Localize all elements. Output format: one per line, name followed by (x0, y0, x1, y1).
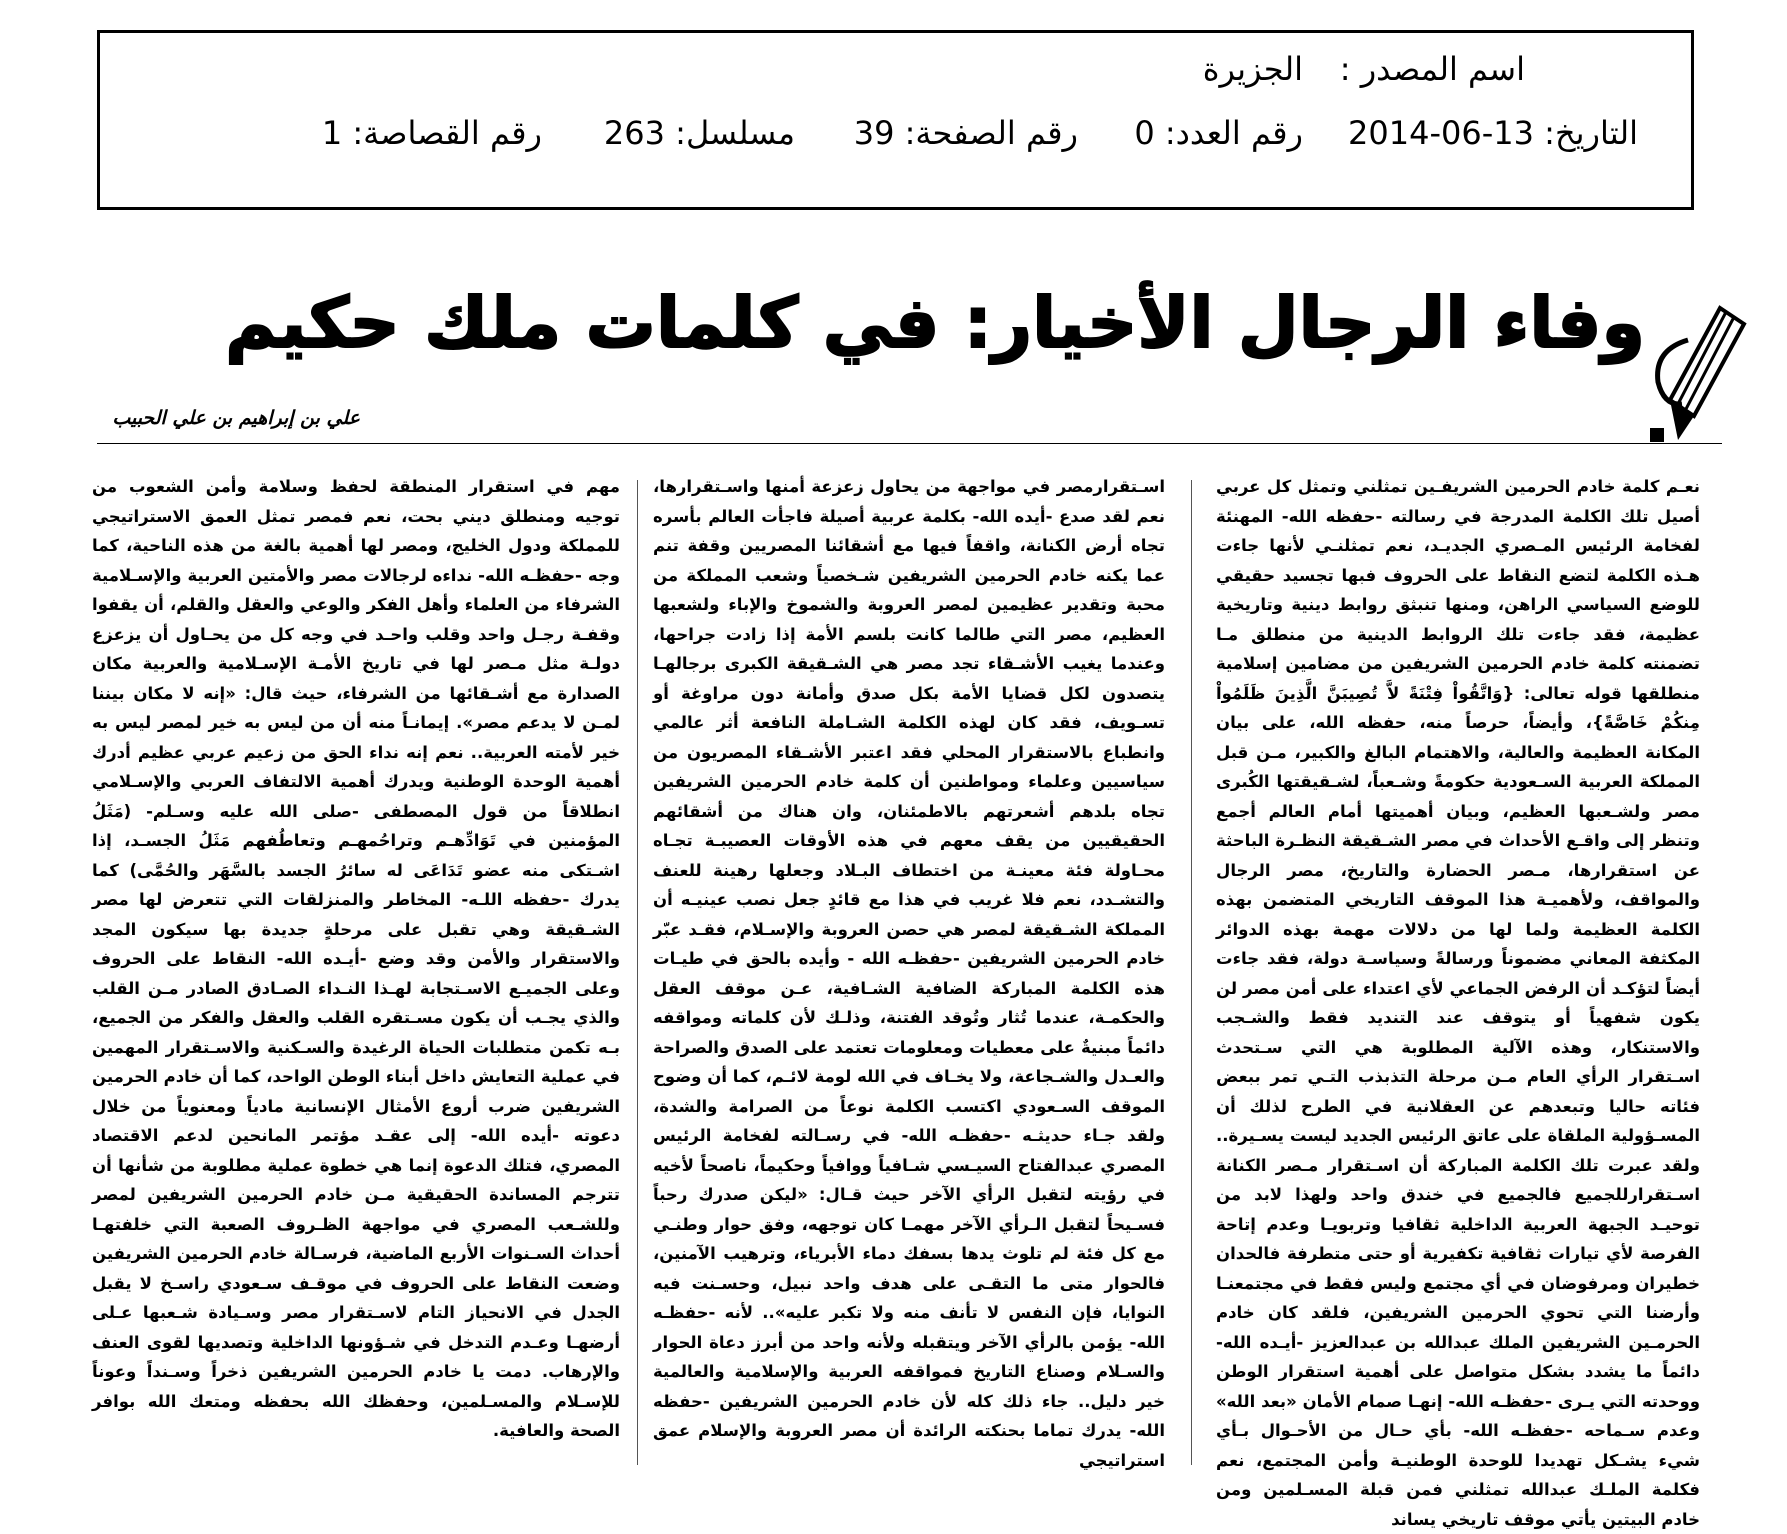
column-divider-right (1191, 480, 1192, 1465)
source-value: الجزيرة (1202, 50, 1303, 88)
title-rule (97, 443, 1722, 444)
clip-label: رقم القصاصة: 1 (321, 114, 542, 152)
source-label: اسم المصدر : (1339, 50, 1525, 88)
page-label: رقم الصفحة: 39 (853, 114, 1078, 152)
serial-label: مسلسل: 263 (603, 114, 795, 152)
column-divider-left (637, 480, 638, 1465)
article-author: علي بن إبراهيم بن علي الحبيب (112, 407, 360, 429)
date-label: التاريخ: 13-06-2014 (1348, 114, 1638, 152)
article-column-right: نعـم كلمة خادم الحرمين الشريفـين تمثلني وتمثل كل عربي أصيل تلك الكلمة المدرجة في رسالته -حفظه الله- المهنئة لفخامة الرئيس المـصري الجديـد، نعم تمثلنـي لأنها جاءت هـذه الكلمة لتضع النقاط على الحروف فبها تجسيد حقيقي للوضع السياسي الراهن، ومنها تنبثق روابط دينية وتاريخية عظيمة، فقد جاءت تلك الروابط الدينية من منطلق مـا تضمنته كلمة خادم الحرمين الشريفين من مضامين إسلامية منطلقها قوله تعالى: {وَاتَّقُواْ فِتْنَةً لاَّ تُصِيبَنَّ الَّذِينَ ظَلَمُواْ مِنكُمْ خَاصَّةً}، وأيضاً، حرصاً منه، حفظه الله، على بيان المكانة العظيمة والعالية، والاهتمام البالغ والكبير، مـن قبل المملكة العربية السـعودية حكومةً وشـعباً، لشـقيقتها الكُبرى مصر ولشـعبها العظيم، وبيان أهميتها أمام العالم أجمع وتنظر إلى واقـع الأحداث في مصر الشـقيقة النظـرة الباحثة عن استقرارها، مـصر الحضارة والتاريخ، مصر الرجال والمواقف، ولأهميـة هذا الموقف التاريخي المتضمن بهذه الكلمة العظيمة ولما لها من دلالات مهمة بهذه الدوائر المكثفة المعاني مضموناً ورسالةً وسياسـة دولة، فقد جاءت أيضاً لتؤكـد أن الرفض الجماعي لأي اعتداء على أمن مصر لن يكون شفهياً أو يتوقف عند التنديد فقط والشـجب والاستنكار، وهذه الآلية المطلوبة هي التي سـتحدث اسـتقرار الرأي العام مـن مرحلة التذبذب التـي تمر ببعض فئاته حاليا وتبعدهم عن العقلانية في الطرح لذلك أن المسـؤولية الملقاة على عاتق الرئيس الجديد ليست يسـيرة.. ولقد عبرت تلك الكلمة المباركة أن اسـتقرار مـصر الكنانة اسـتقرارللجميع فالجميع في خندق واحد ولهذا لابد من توحيـد الجبهة العربية الداخلية ثقافيا وتربويـا وعدم إتاحة الفرصة لأي تيارات ثقافية تكفيرية أو حتى متطرفة فالحدان خطيران ومرفوضان في أي مجتمع وليس فقط في مجتمعنـا وأرضنا التي تحوي الحرمين الشريفين، فلقد كان خادم الحرمـين الشريفين الملك عبدالله بن عبدالعزيز -أيـده الله- دائماً ما يشدد بشكل متواصل على أهمية استقرار الوطن ووحدته التي يـرى -حفظـه الله- إنهـا صمام الأمان «بعد الله» وعدم سـماحه -حفظـه الله- بأي حـال من الأحـوال بـأي شيء يشـكل تهديدا للوحدة الوطنيـة وأمن المجتمع، نعم فكلمة الملـك عبدالله تمثلني فمن قبلة المسـلمين ومن خادم البيتين يأتي موقف تاريخي يساند (1216, 477, 1700, 1529)
article-column-middle: اسـتقرارمصر في مواجهة من يحاول زعزعة أمنها واسـتقرارها، نعم لقد صدع -أيده الله- بكلمة عربية أصيلة فاجأت العالم بأسره تجاه أرض الكنانة، واقفاً فيها مع أشقائنا المصريين وقفة تنم عما يكنه خادم الحرمين الشريفين شـخصياً وشعب المملكة من محبة وتقدير عظيمين لمصر العروبة والشموخ والإباء ولشعبها العظيم، مصر التي طالما كانت بلسم الأمة إذا زادت جراحها، وعندما يغيب الأشـقاء تجد مصر هي الشـقيقة الكبرى برجالهـا يتصدون لكل قضايا الأمة بكل صدق وأمانة دون مراوغة أو تسـويف، فقد كان لهذه الكلمة الشـاملة النافعة أثر عالمي وانطباع بالاستقرار المحلي فقد اعتبر الأشـقاء المصريون من سياسيين وعلماء ومواطنين أن كلمة خادم الحرمين الشريفين تجاه بلدهم أشعرتهم بالاطمئنان، وان هناك من أشقائهم الحقيقيين من يقف معهم في هذه الأوقات العصيبـة تجـاه محـاولة فئة معينـة من اختطاف البـلاد وجعلها رهينة للعنف والتشـدد، نعم فلا غريب في هذا مع قائدٍ جعل نصب عينيـه أن المملكة الشـقيقة لمصر هي حصن العروبة والإسـلام، فقـد عبّر خادم الحرمين الشريفين -حفظـه الله - وأيده بالحق في طيـات هذه الكلمة المباركة الضافية الشـافية، عـن موقف العقل والحكمـة، عندما تُثار وتُوقد الفتنة، وذلـك لأن كلماته ومواقفه دائماً مبنيةٌ على معطيات ومعلومات تعتمد على الصدق والصراحة والعـدل والشـجاعة، ولا يخـاف في الله لومة لائـم، كما أن وضوح الموقف السـعودي اكتسب الكلمة نوعاً من الصرامة والشدة، ولقد جـاء حديثـه -حفظـه الله- في رسـالته لفخامة الرئيس المصري عبدالفتاح السيـسي شـافياً ووافياً وحكيماً، ناصحاً لأخيه في رؤيته لتقبل الرأي الآخر حيث قـال: «ليكن صدرك رحباً فسـيحاً لتقبل الـرأي الآخر مهمـا كان توجهه، وفق حوار وطنـي مع كل فئة لم تلوث يدها بسفك دماء الأبرياء، وترهيب الآمنين، فالحوار متى ما التقـى على هدف واحد نبيل، وحسـنت فيه النوايا، فإن النفس لا تأنف منه ولا تكبر عليه».. لأنه -حفظـه الله- يؤمن بالرأي الآخر ويتقبله ولأنه واحد من أبرز دعاة الحوار والسـلام وصناع التاريخ فمواقفه العربية والإسلامية والعالمية خير دليل.. جاء ذلك كله لأن خادم الحرمين الشريفين -حفظه الله- يدرك تماما بحنكته الرائدة أن مصر العروبة والإسلام عمق استراتيجي (653, 477, 1165, 1470)
source-info-box (97, 30, 1694, 210)
issue-label: رقم العدد: 0 (1134, 114, 1303, 152)
article-title: وفاء الرجال الأخيار: في كلمات ملك حكيم (225, 282, 1645, 364)
article-column-left: مهم في استقرار المنطقة لحفظ وسلامة وأمن الشعوب من توجيه ومنطلق ديني بحت، نعم فمصر تمثل العمق الاستراتيجي للمملكة ودول الخليج، ومصر لها أهمية بالغة من هذه الناحية، كما وجه -حفظـه الله- نداءه لرجالات مصر والأمتين العربية والإسـلامية الشرفاء من العلماء وأهل الفكر والوعي والعقل والقلم، أن يقفوا وقفـة رجـل واحد وقلب واحـد في وجه كل من يحـاول أن يزعزع دولـة مثل مـصر لها في تاريخ الأمـة الإسـلامية والعربية مكان الصدارة مع أشـقائها من الشرفاء، حيث قال: «إنه لا مكان بيننا لمـن لا يدعم مصر». إيمانـاً منه أن من ليس به خير لمصر ليس به خير لأمته العربية.. نعم إنه نداء الحق من زعيم عربي عظيم أدرك أهمية الوحدة الوطنية ويدرك أهمية الالتفاف العربي والإسـلامي انطلاقاً من قول المصطفى -صلى الله عليه وسـلم- (مَثَلُ المؤمنين في تَوَادِّهـم وتراحُمهـم وتعاطُفهم مَثَلُ الجسـد، إذا اشـتكى منه عضو تَدَاعَى له سائرُ الجسد بالسَّهَر والحُمَّى) كما يدرك -حفظه اللـه- المخاطر والمنزلقات التي تتعرض لها مصر الشـقيقة وهي تقبل على مرحلةٍ جديدة بها سيكون المجد والاستقرار والأمن وقد وضع -أيـده الله- النقاط على الحروف وعلى الجميـع الاسـتجابة لهـذا النـداء الصـادق الصادر مـن القلب والذي يجـب أن يكون مسـتقره القلب والعقل والفكر من الجميع، بـه تكمن متطلبات الحياة الرغيدة والسـكنية والاسـتقرار المهمين في عملية التعايش داخل أبناء الوطن الواحد، كما أن خادم الحرمين الشريفين ضرب أروع الأمثال الإنسانية مادياً ومعنوياً من خلال دعوته -أيده الله- إلى عقـد مؤتمر المانحين لدعم الاقتصاد المصري، فتلك الدعوة إنما هي خطوة عملية مطلوبة من شأنها أن تترجم المساندة الحقيقية مـن خادم الحرمين الشريفين لمصر وللشـعب المصري في مواجهة الظـروف الصعبة التي خلفتهـا أحداث السـنوات الأربع الماضية، فرسـالة خادم الحرمين الشريفين وضعت النقاط على الحروف في موقـف سـعودي راسـخ لا يقبل الجدل في الانحياز التام لاسـتقرار مصر وسـيادة شـعبها عـلى أرضهـا وعـدم التدخل في شـؤونها الداخلية وتصديها لقوى العنف والإرهاب. دمت يا خادم الحرمين الشريفين ذخراً وسـنداً وعوناً للإسـلام والمسـلمين، وحفظك الله بحفظه ومتعك الله بوافر الصحة والعافية. (92, 477, 620, 1440)
pen-icon (1648, 300, 1748, 450)
